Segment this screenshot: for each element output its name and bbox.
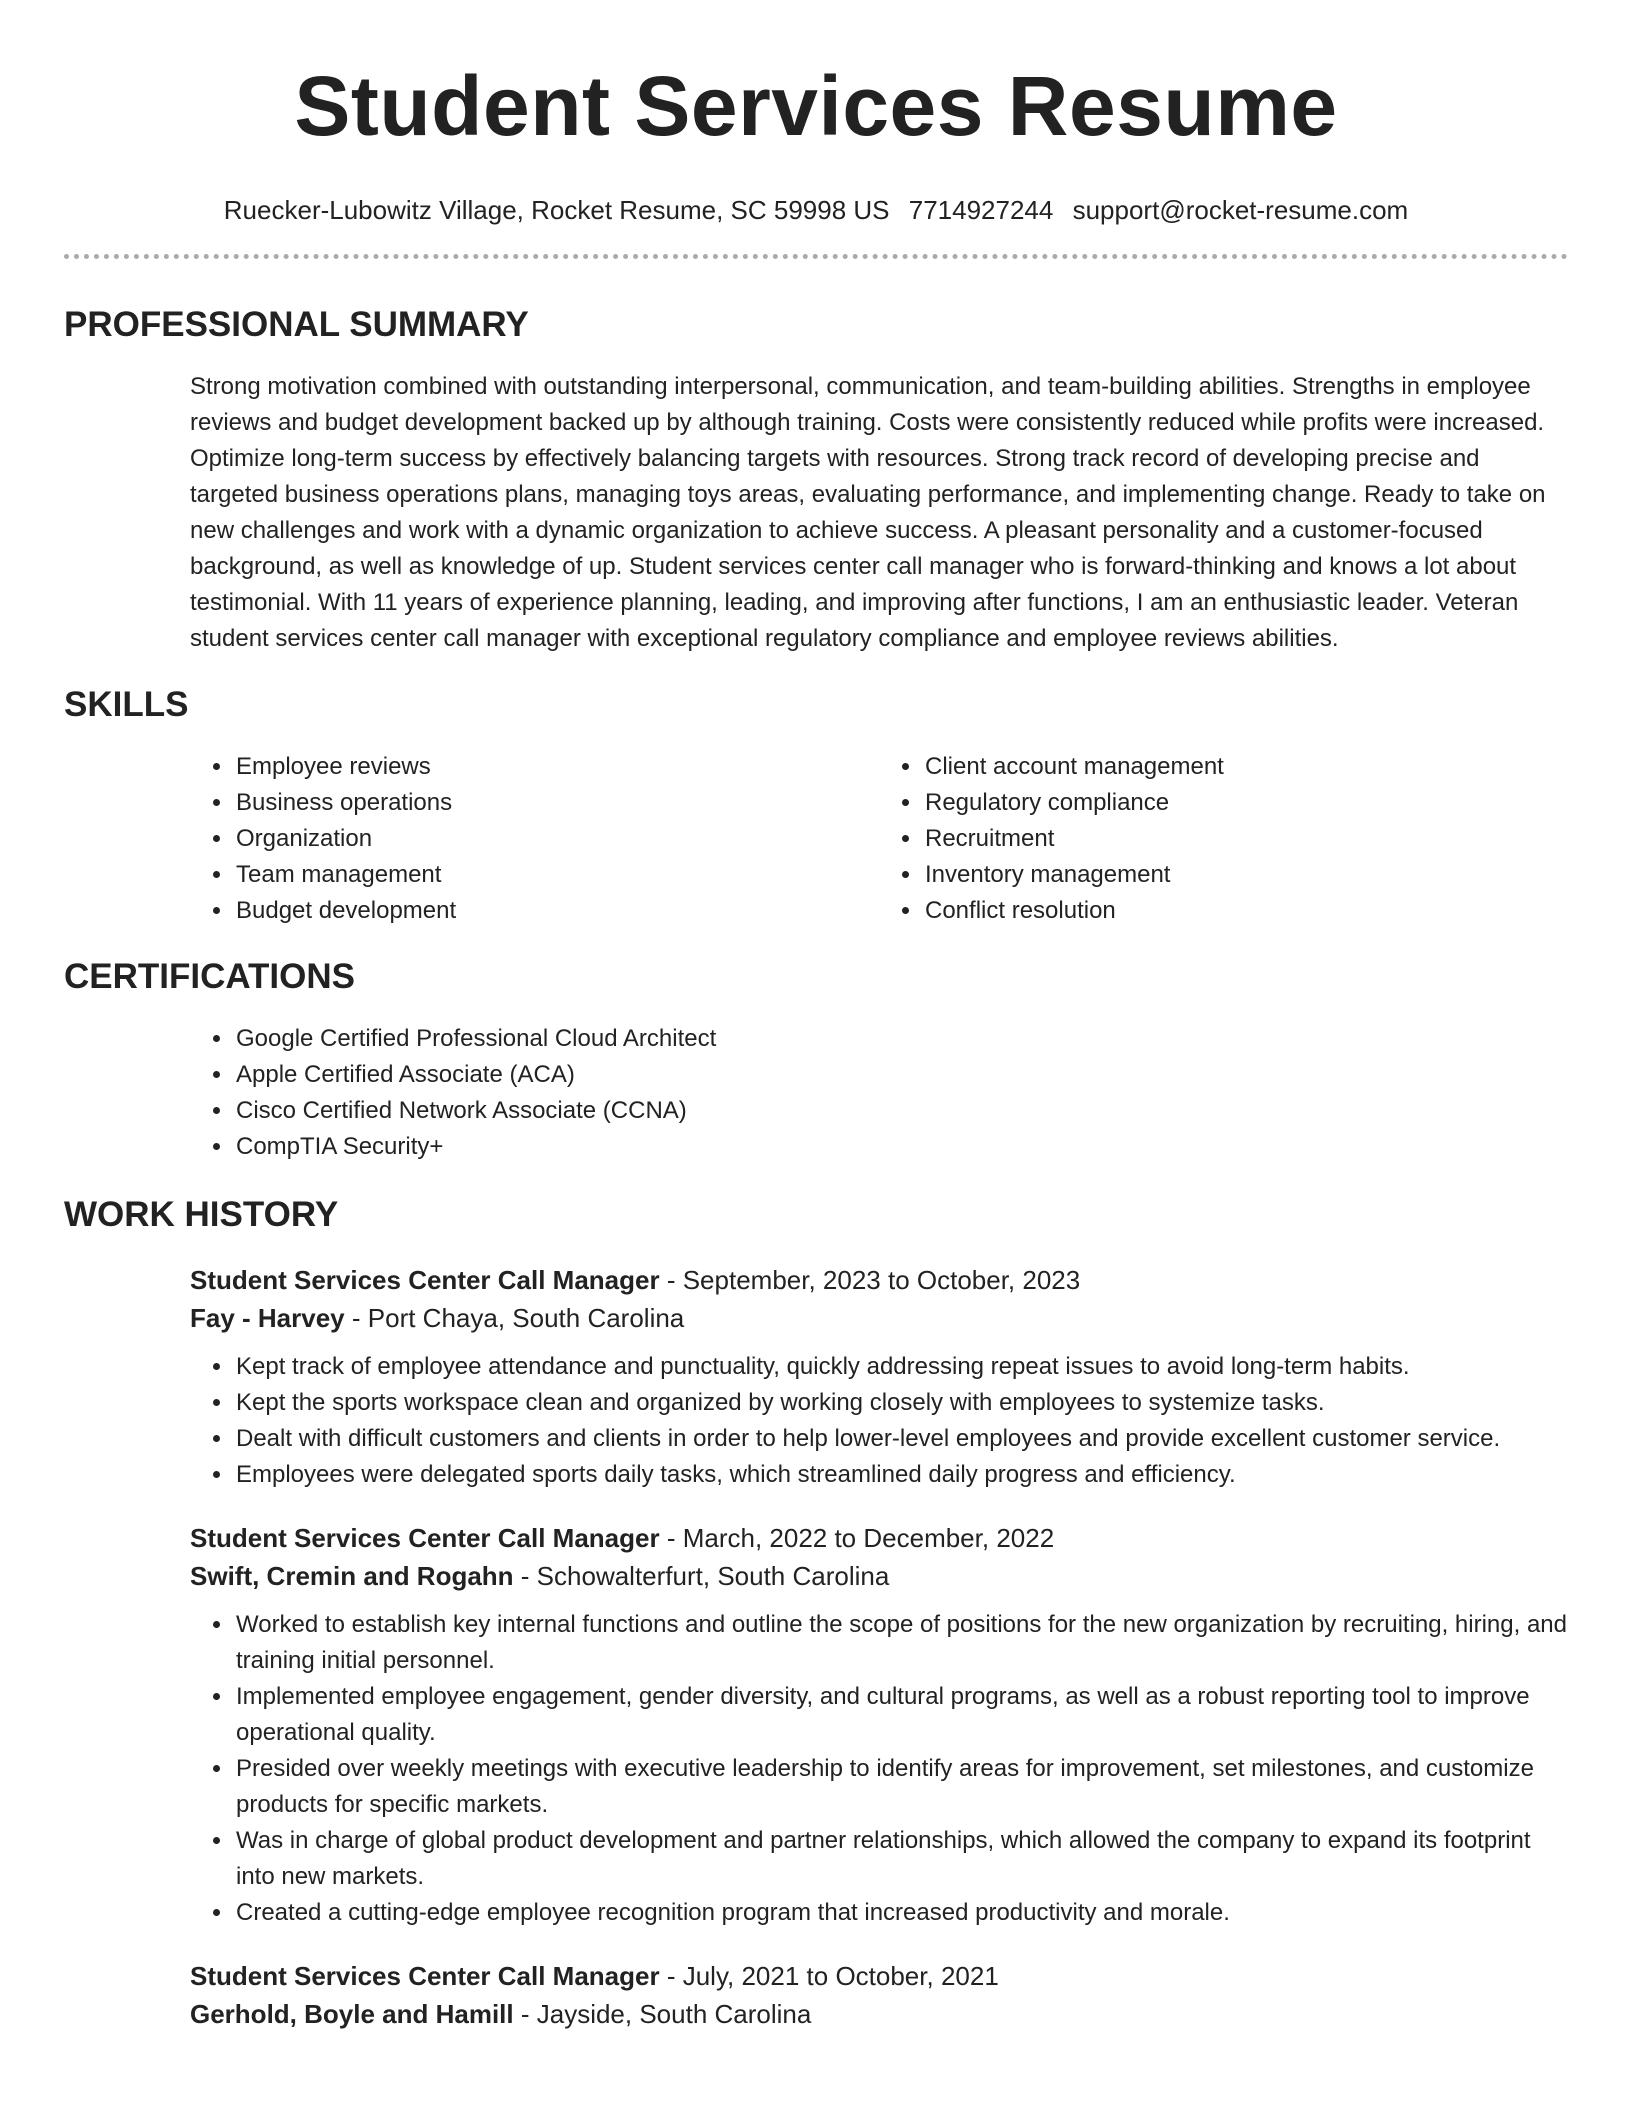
contact-address: Ruecker-Lubowitz Village, Rocket Resume, SC 59998 US xyxy=(223,195,890,225)
job-bullet: • Created a cutting-edge employee recognition program that increased productivity and morale. xyxy=(234,1895,1568,1931)
section-title-certifications: CERTIFICATIONS xyxy=(64,957,356,996)
professional-summary-section xyxy=(64,305,1568,657)
skill-item: • Budget development xyxy=(234,893,879,929)
job-bullet: • Presided over weekly meetings with executive leadership to identify areas for improvement, set milestones, and customize products for specific markets. xyxy=(234,1751,1568,1823)
skills-grid xyxy=(190,749,1568,929)
job-bullet-list xyxy=(190,1349,1568,1493)
job-company: Gerhold, Boyle and Hamill xyxy=(190,1999,514,2029)
job-bullet: • Kept the sports workspace clean and organized by working closely with employees to systemize tasks. xyxy=(234,1385,1568,1421)
skills-section xyxy=(64,685,1568,929)
job-entry xyxy=(190,1957,1568,2033)
section-title-summary: PROFESSIONAL SUMMARY xyxy=(64,305,529,344)
job-bullet: • Worked to establish key internal functions and outline the scope of positions for the new organization by recruiting, hiring, and training initial personnel. xyxy=(234,1607,1568,1679)
job-role: Student Services Center Call Manager xyxy=(190,1961,660,1991)
skills-column-right xyxy=(879,749,1568,929)
certification-item: • CompTIA Security+ xyxy=(234,1129,1568,1165)
section-title-skills: SKILLS xyxy=(64,685,189,724)
contact-phone: 7714927244 xyxy=(908,195,1054,225)
certification-item: • Google Certified Professional Cloud Architect xyxy=(234,1021,1568,1057)
header-divider xyxy=(64,254,1568,259)
skill-item: • Regulatory compliance xyxy=(923,785,1568,821)
skill-item: • Recruitment xyxy=(923,821,1568,857)
job-location: - Port Chaya, South Carolina xyxy=(344,1303,685,1333)
job-bullet: • Kept track of employee attendance and punctuality, quickly addressing repeat issues to avoid long-term habits. xyxy=(234,1349,1568,1385)
job-entry xyxy=(190,1261,1568,1493)
contact-email: support@rocket-resume.com xyxy=(1072,195,1409,225)
job-bullet: • Employees were delegated sports daily tasks, which streamlined daily progress and efficiency. xyxy=(234,1457,1568,1493)
job-entry xyxy=(190,1519,1568,1931)
skill-item: • Inventory management xyxy=(923,857,1568,893)
job-title-line xyxy=(190,1261,1568,1299)
job-location: - Jayside, South Carolina xyxy=(513,1999,812,2029)
skill-item: • Conflict resolution xyxy=(923,893,1568,929)
resume-title: Student Services Resume xyxy=(294,59,1338,153)
job-bullet: • Was in charge of global product development and partner relationships, which allowed the company to expand its footprint into new markets. xyxy=(234,1823,1568,1895)
skill-item: • Organization xyxy=(234,821,879,857)
job-company-line xyxy=(190,1299,1568,1337)
skill-item: • Employee reviews xyxy=(234,749,879,785)
job-company: Fay - Harvey xyxy=(190,1303,345,1333)
certification-item: • Apple Certified Associate (ACA) xyxy=(234,1057,1568,1093)
summary-paragraph: Strong motivation combined with outstanding interpersonal, communication, and team-building abilities. Strengths in employee reviews and budget development backed up by although training. Costs were consistently reduced while profits were increased. Optimize long-term success by effectively balancing targets with resources. Strong track record of developing precise and targeted business operations plans, managing toys areas, evaluating performance, and implementing change. Ready to take on new challenges and work with a dynamic organization to achieve success. A pleasant personality and a customer-focused background, as well as knowledge of up. Student services center call manager who is forward-thinking and knows a lot about testimonial. With 11 years of experience planning, leading, and improving after functions, I am an enthusiastic leader. Veteran student services center call manager with exceptional regulatory compliance and employee reviews abilities. xyxy=(190,373,1546,652)
work-history-section xyxy=(64,1195,1568,2033)
skill-item: • Business operations xyxy=(234,785,879,821)
section-title-work-history: WORK HISTORY xyxy=(64,1195,339,1234)
job-location: - Schowalterfurt, South Carolina xyxy=(513,1561,890,1591)
certification-item: • Cisco Certified Network Associate (CCNA) xyxy=(234,1093,1568,1129)
job-bullet-list xyxy=(190,1607,1568,1931)
job-dates: - July, 2021 to October, 2021 xyxy=(659,1961,999,1991)
certifications-section xyxy=(64,957,1568,1165)
skill-item: • Team management xyxy=(234,857,879,893)
contact-line xyxy=(64,194,1568,226)
job-role: Student Services Center Call Manager xyxy=(190,1265,660,1295)
job-role: Student Services Center Call Manager xyxy=(190,1523,660,1553)
job-bullet: • Dealt with difficult customers and clients in order to help lower-level employees and provide excellent customer service. xyxy=(234,1421,1568,1457)
job-company-line xyxy=(190,1995,1568,2033)
job-title-line xyxy=(190,1957,1568,1995)
job-company: Swift, Cremin and Rogahn xyxy=(190,1561,514,1591)
skills-column-left xyxy=(190,749,879,929)
certifications-list xyxy=(190,1021,1568,1165)
job-bullet: • Implemented employee engagement, gender diversity, and cultural programs, as well as a robust reporting tool to improve operational quality. xyxy=(234,1679,1568,1751)
job-company-line xyxy=(190,1557,1568,1595)
job-dates: - March, 2022 to December, 2022 xyxy=(659,1523,1055,1553)
job-dates: - September, 2023 to October, 2023 xyxy=(659,1265,1081,1295)
job-title-line xyxy=(190,1519,1568,1557)
skill-item: • Client account management xyxy=(923,749,1568,785)
